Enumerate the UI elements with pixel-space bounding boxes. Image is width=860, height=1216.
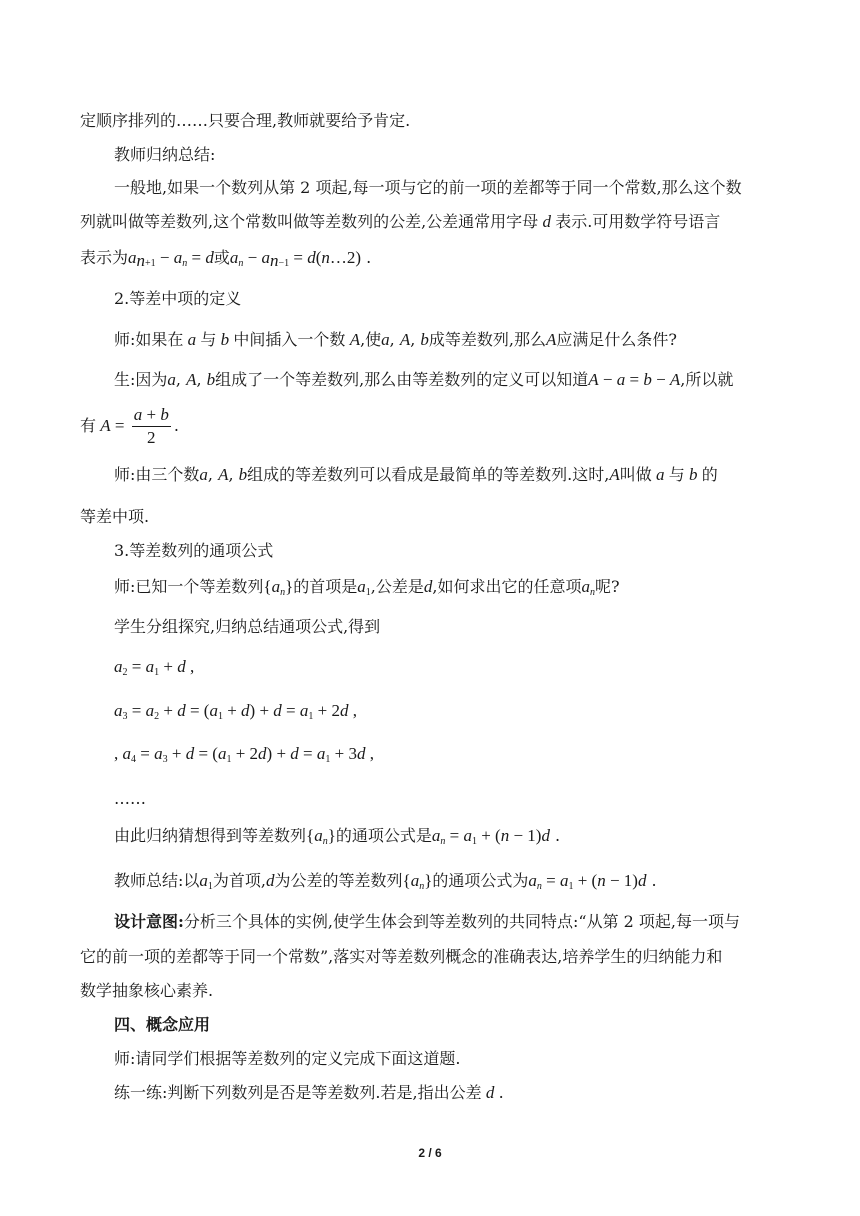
formula-line: , $a_4 = a_3 + d = (a_1 + 2d) + d = a_1 + 3d$ , bbox=[114, 744, 374, 765]
paragraph-line: 教师总结:以$a_1$为首项,d为公差的等差数列$\{a_n\}$的通项公式为$a_n = a_1 + (n - 1)d$ . bbox=[114, 871, 657, 892]
paragraph-line: 师:请同学们根据等差数列的定义完成下面这道题. bbox=[114, 1049, 461, 1068]
text: 呢? bbox=[594, 577, 620, 596]
text: 为公差的等差数列 bbox=[274, 871, 403, 890]
text: 为首项, bbox=[212, 871, 266, 890]
paragraph-line: 生:因为a, A, b组成了一个等差数列,那么由等差数列的定义可以知道A − a = b − A,所以就 bbox=[114, 370, 734, 389]
text: 的 bbox=[701, 465, 718, 484]
section-heading: 四、概念应用 bbox=[114, 1015, 211, 1034]
text: ,公差是 bbox=[370, 577, 424, 596]
paragraph-line: 等差中项. bbox=[80, 507, 150, 526]
formula-line: 表示为$a_{n+1} - a_n = d$或$a_n - a_{n-1}$ = d(n…2) . bbox=[80, 248, 372, 270]
text: 有 bbox=[80, 416, 97, 435]
page-number: 2 / 6 bbox=[418, 1146, 442, 1160]
text: ,如何求出它的任意项 bbox=[432, 577, 582, 596]
text: 师:由三个数 bbox=[114, 465, 200, 484]
text: 的首项是 bbox=[293, 577, 358, 596]
formula-line: $a_3 = a_2 + d = (a_1 + d) + d = a_1 + 2d$ , bbox=[114, 701, 357, 722]
text: ,使 bbox=[360, 330, 382, 349]
paragraph-line bbox=[114, 912, 740, 932]
text: 应满足什么条件? bbox=[556, 330, 677, 349]
text: ,所以就 bbox=[680, 370, 734, 389]
text: 组成了一个等差数列,那么由等差数列的定义可以知道 bbox=[215, 370, 589, 389]
text: 分析三个具体的实例,使学生体会到等差数列的共同特点:“从第 2 项起,每一项与 bbox=[183, 912, 741, 931]
ellipsis: …… bbox=[114, 789, 146, 808]
text: 表示.可用数学符号语言 bbox=[555, 212, 721, 231]
text: 中间插入一个数 bbox=[233, 330, 346, 349]
paragraph-line: 一般地,如果一个数列从第 2 项起,每一项与它的前一项的差都等于同一个常数,那么这个数 bbox=[114, 178, 742, 197]
paragraph-line: 由此归纳猜想得到等差数列$\{a_n\}$的通项公式是$a_n = a_1 + (n - 1)d$ . bbox=[114, 826, 561, 847]
paragraph-line: 学生分组探究,归纳总结通项公式,得到 bbox=[114, 617, 381, 636]
formula-line: $a_2 = a_1 + d$ , bbox=[114, 657, 195, 678]
text: 列就叫做等差数列,这个常数叫做等差数列的公差,公差通常用字母 bbox=[80, 212, 539, 231]
text: 叫做 bbox=[619, 465, 652, 484]
paragraph-line: 练一练:判断下列数列是否是等差数列.若是,指出公差 d . bbox=[114, 1083, 504, 1102]
design-intent-label: 设计意图: bbox=[114, 912, 184, 931]
section-heading: 2.等差中项的定义 bbox=[114, 289, 242, 308]
paragraph-line: 师:如果在 a 与 b 中间插入一个数 A,使a, A, b成等差数列,那么A应满足什么条件? bbox=[114, 330, 677, 349]
text: 与 bbox=[668, 465, 685, 484]
paragraph-line: 师:由三个数a, A, b组成的等差数列可以看成是最简单的等差数列.这时,A叫做 a 与 b 的 bbox=[114, 465, 718, 484]
text: 教师总结:以 bbox=[114, 871, 200, 890]
text: 表示为 bbox=[80, 248, 129, 267]
text: 生:因为 bbox=[114, 370, 168, 389]
text: 与 bbox=[200, 330, 217, 349]
text: 由此归纳猜想得到等差数列 bbox=[114, 826, 307, 845]
text: 成等差数列,那么 bbox=[428, 330, 546, 349]
formula-line: 有 A = $\frac{a + b}{2}$ . bbox=[80, 405, 179, 447]
section-heading: 3.等差数列的通项公式 bbox=[114, 541, 274, 560]
text: 师:已知一个等差数列 bbox=[114, 577, 264, 596]
text: 的通项公式是 bbox=[335, 826, 432, 845]
text: 师:如果在 bbox=[114, 330, 184, 349]
text: 组成的等差数列可以看成是最简单的等差数列.这时, bbox=[247, 465, 610, 484]
paragraph-line: 定顺序排列的……只要合理,教师就要给予肯定. bbox=[80, 111, 411, 130]
paragraph-line: 数学抽象核心素养. bbox=[80, 981, 214, 1000]
text: 或 bbox=[213, 248, 230, 267]
paragraph-line: 它的前一项的差都等于同一个常数”,落实对等差数列概念的准确表达,培养学生的归纳能力和 bbox=[80, 947, 723, 966]
text: 的通项公式为 bbox=[432, 871, 529, 890]
paragraph-line: 师:已知一个等差数列$\{a_n\}$的首项是$a_1$,公差是d,如何求出它的任意项$a_n$呢? bbox=[114, 577, 620, 598]
paragraph-line: 列就叫做等差数列,这个常数叫做等差数列的公差,公差通常用字母 d 表示.可用数学符号语言 bbox=[80, 212, 721, 231]
paragraph-line: 教师归纳总结: bbox=[114, 145, 216, 164]
text: 练一练:判断下列数列是否是等差数列.若是,指出公差 bbox=[114, 1083, 482, 1102]
